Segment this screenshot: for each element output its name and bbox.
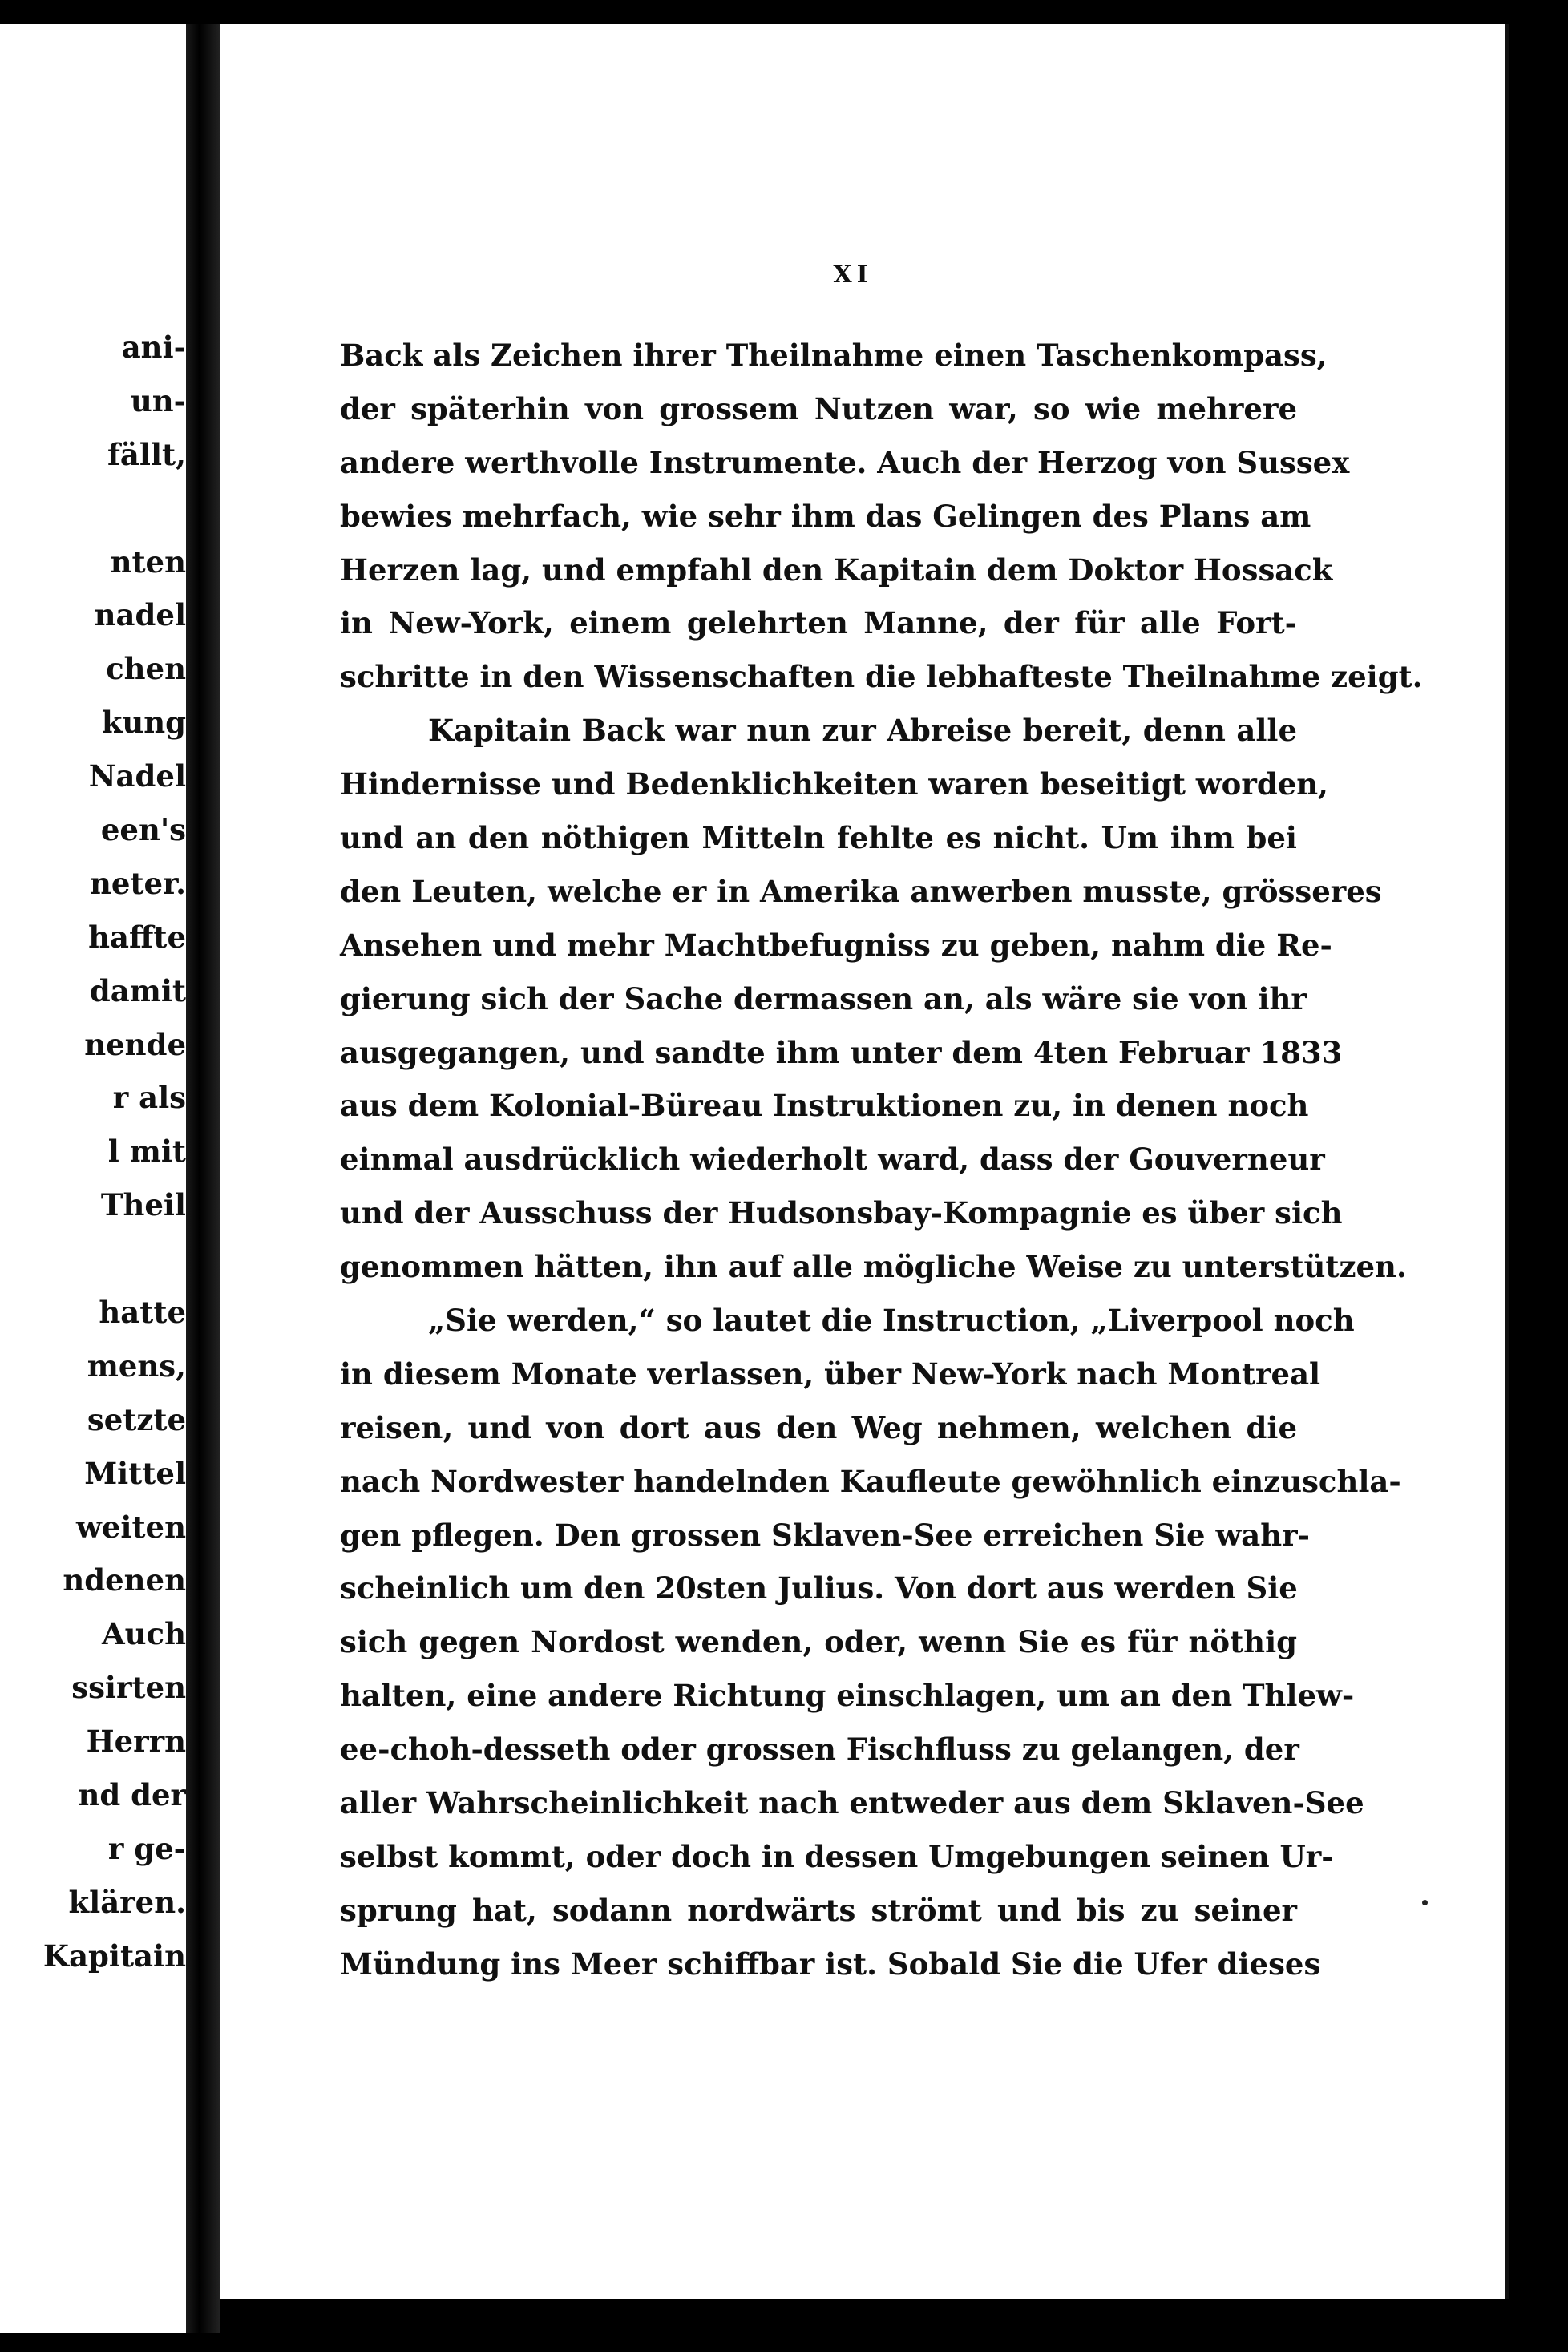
text-line: bewies mehrfach, wie sehr ihm das Gelingen des Plans am bbox=[340, 498, 1311, 534]
text-line: halten, eine andere Richtung einschlagen, um an den Thlew- bbox=[340, 1678, 1355, 1714]
text-line: genommen hätten, ihn auf alle mögliche Weise zu unterstützen. bbox=[340, 1249, 1407, 1285]
text-line: nach Nordwester handelnden Kaufleute gewöhnlich einzuschla- bbox=[340, 1463, 1401, 1499]
left-page-line: fällt, bbox=[107, 436, 186, 472]
left-page-line: l mit bbox=[107, 1134, 186, 1170]
left-page-line bbox=[0, 1232, 186, 1286]
left-page-line: chen bbox=[106, 651, 186, 687]
text-line: und der Ausschuss der Hudsonsbay-Kompagnie es über sich bbox=[340, 1195, 1343, 1231]
left-page-text-edge bbox=[0, 321, 186, 1983]
left-page-line: haffte bbox=[88, 919, 186, 955]
left-page-line: r ge- bbox=[107, 1830, 186, 1866]
left-page-line: nadel bbox=[94, 597, 186, 633]
right-page bbox=[220, 24, 1509, 2299]
book-gutter bbox=[186, 24, 220, 2333]
left-page-line: Herrn bbox=[86, 1724, 186, 1760]
left-page-line: setzte bbox=[87, 1401, 186, 1437]
text-line: ausgegangen, und sandte ihm unter dem 4ten Februar 1833 bbox=[340, 1034, 1343, 1070]
left-page-line: weiten bbox=[76, 1509, 186, 1545]
left-page-line: Nadel bbox=[88, 758, 186, 794]
left-page-line: damit bbox=[89, 972, 186, 1008]
text-line: den Leuten, welche er in Amerika anwerben musste, grösseres bbox=[340, 873, 1382, 909]
text-line: reisen, und von dort aus den Weg nehmen, welchen die bbox=[340, 1409, 1297, 1445]
text-line: scheinlich um den 20sten Julius. Von dort aus werden Sie bbox=[340, 1570, 1298, 1606]
text-line: Kapitain Back war nun zur Abreise bereit, denn alle bbox=[428, 713, 1297, 749]
page-number: XI bbox=[833, 261, 873, 289]
left-page-line: ssirten bbox=[71, 1670, 186, 1706]
text-line: ee-choh-desseth oder grossen Fischfluss zu gelangen, der bbox=[340, 1732, 1299, 1768]
text-line: Mündung ins Meer schiffbar ist. Sobald Sie die Ufer dieses bbox=[340, 1946, 1321, 1982]
left-page-line: ani- bbox=[121, 329, 186, 365]
scan-speck bbox=[1422, 1900, 1428, 1905]
left-page-line: kung bbox=[101, 705, 186, 741]
text-line: selbst kommt, oder doch in dessen Umgebungen seinen Ur- bbox=[340, 1838, 1334, 1874]
text-line: gierung sich der Sache dermassen an, als wäre sie von ihr bbox=[340, 980, 1307, 1016]
left-page-line: hatte bbox=[99, 1295, 186, 1331]
left-page-line: Kapitain bbox=[42, 1938, 186, 1974]
text-line: einmal ausdrücklich wiederholt ward, dass der Gouverneur bbox=[340, 1142, 1325, 1178]
text-line: der späterhin von grossem Nutzen war, so wie mehrere bbox=[340, 390, 1297, 426]
left-page-line: nende bbox=[84, 1026, 186, 1062]
left-page-line: klären. bbox=[68, 1884, 186, 1920]
text-line: aus dem Kolonial-Büreau Instruktionen zu, in denen noch bbox=[340, 1088, 1309, 1124]
body-text bbox=[340, 329, 1423, 1991]
text-line: sprung hat, sodann nordwärts strömt und bis zu seiner bbox=[340, 1892, 1297, 1928]
left-page-line bbox=[0, 482, 186, 535]
text-line: und an den nöthigen Mitteln fehlte es nicht. Um ihm bei bbox=[340, 820, 1297, 856]
left-page-line: Mittel bbox=[84, 1455, 186, 1491]
text-line: andere werthvolle Instrumente. Auch der Herzog von Sussex bbox=[340, 444, 1350, 480]
left-page-line: een's bbox=[100, 812, 186, 848]
text-line: Ansehen und mehr Machtbefugniss zu geben, nahm die Re- bbox=[340, 927, 1332, 963]
left-page-line: neter. bbox=[89, 865, 186, 901]
text-line: in diesem Monate verlassen, über New-York nach Montreal bbox=[340, 1356, 1321, 1392]
left-page-line: nten bbox=[110, 544, 186, 580]
text-line: gen pflegen. Den grossen Sklaven-See erreichen Sie wahr- bbox=[340, 1517, 1311, 1553]
left-page-line: Theil bbox=[100, 1187, 186, 1223]
text-line: in New-York, einem gelehrten Manne, der für alle Fort- bbox=[340, 605, 1297, 641]
text-line: „Sie werden,“ so lautet die Instruction, „Liverpool noch bbox=[428, 1303, 1355, 1339]
text-line: sich gegen Nordost wenden, oder, wenn Sie es für nöthig bbox=[340, 1624, 1297, 1660]
text-line: aller Wahrscheinlichkeit nach entweder aus dem Sklaven-See bbox=[340, 1785, 1364, 1821]
left-page-line: un- bbox=[130, 382, 186, 418]
left-page-line: nd der bbox=[78, 1777, 186, 1813]
text-line: Herzen lag, und empfahl den Kapitain dem Doktor Hossack bbox=[340, 552, 1333, 588]
left-page-line: ndenen bbox=[63, 1562, 186, 1598]
left-page-line: r als bbox=[112, 1080, 186, 1116]
left-page-line: Auch bbox=[101, 1616, 186, 1652]
text-line: schritte in den Wissenschaften die lebhafteste Theilnahme zeigt. bbox=[340, 659, 1423, 695]
text-line: Back als Zeichen ihrer Theilnahme einen Taschenkompass, bbox=[340, 337, 1328, 373]
left-page-line: mens, bbox=[87, 1348, 186, 1384]
text-line: Hindernisse und Bedenklichkeiten waren beseitigt worden, bbox=[340, 766, 1329, 802]
left-facing-page bbox=[0, 24, 186, 2333]
